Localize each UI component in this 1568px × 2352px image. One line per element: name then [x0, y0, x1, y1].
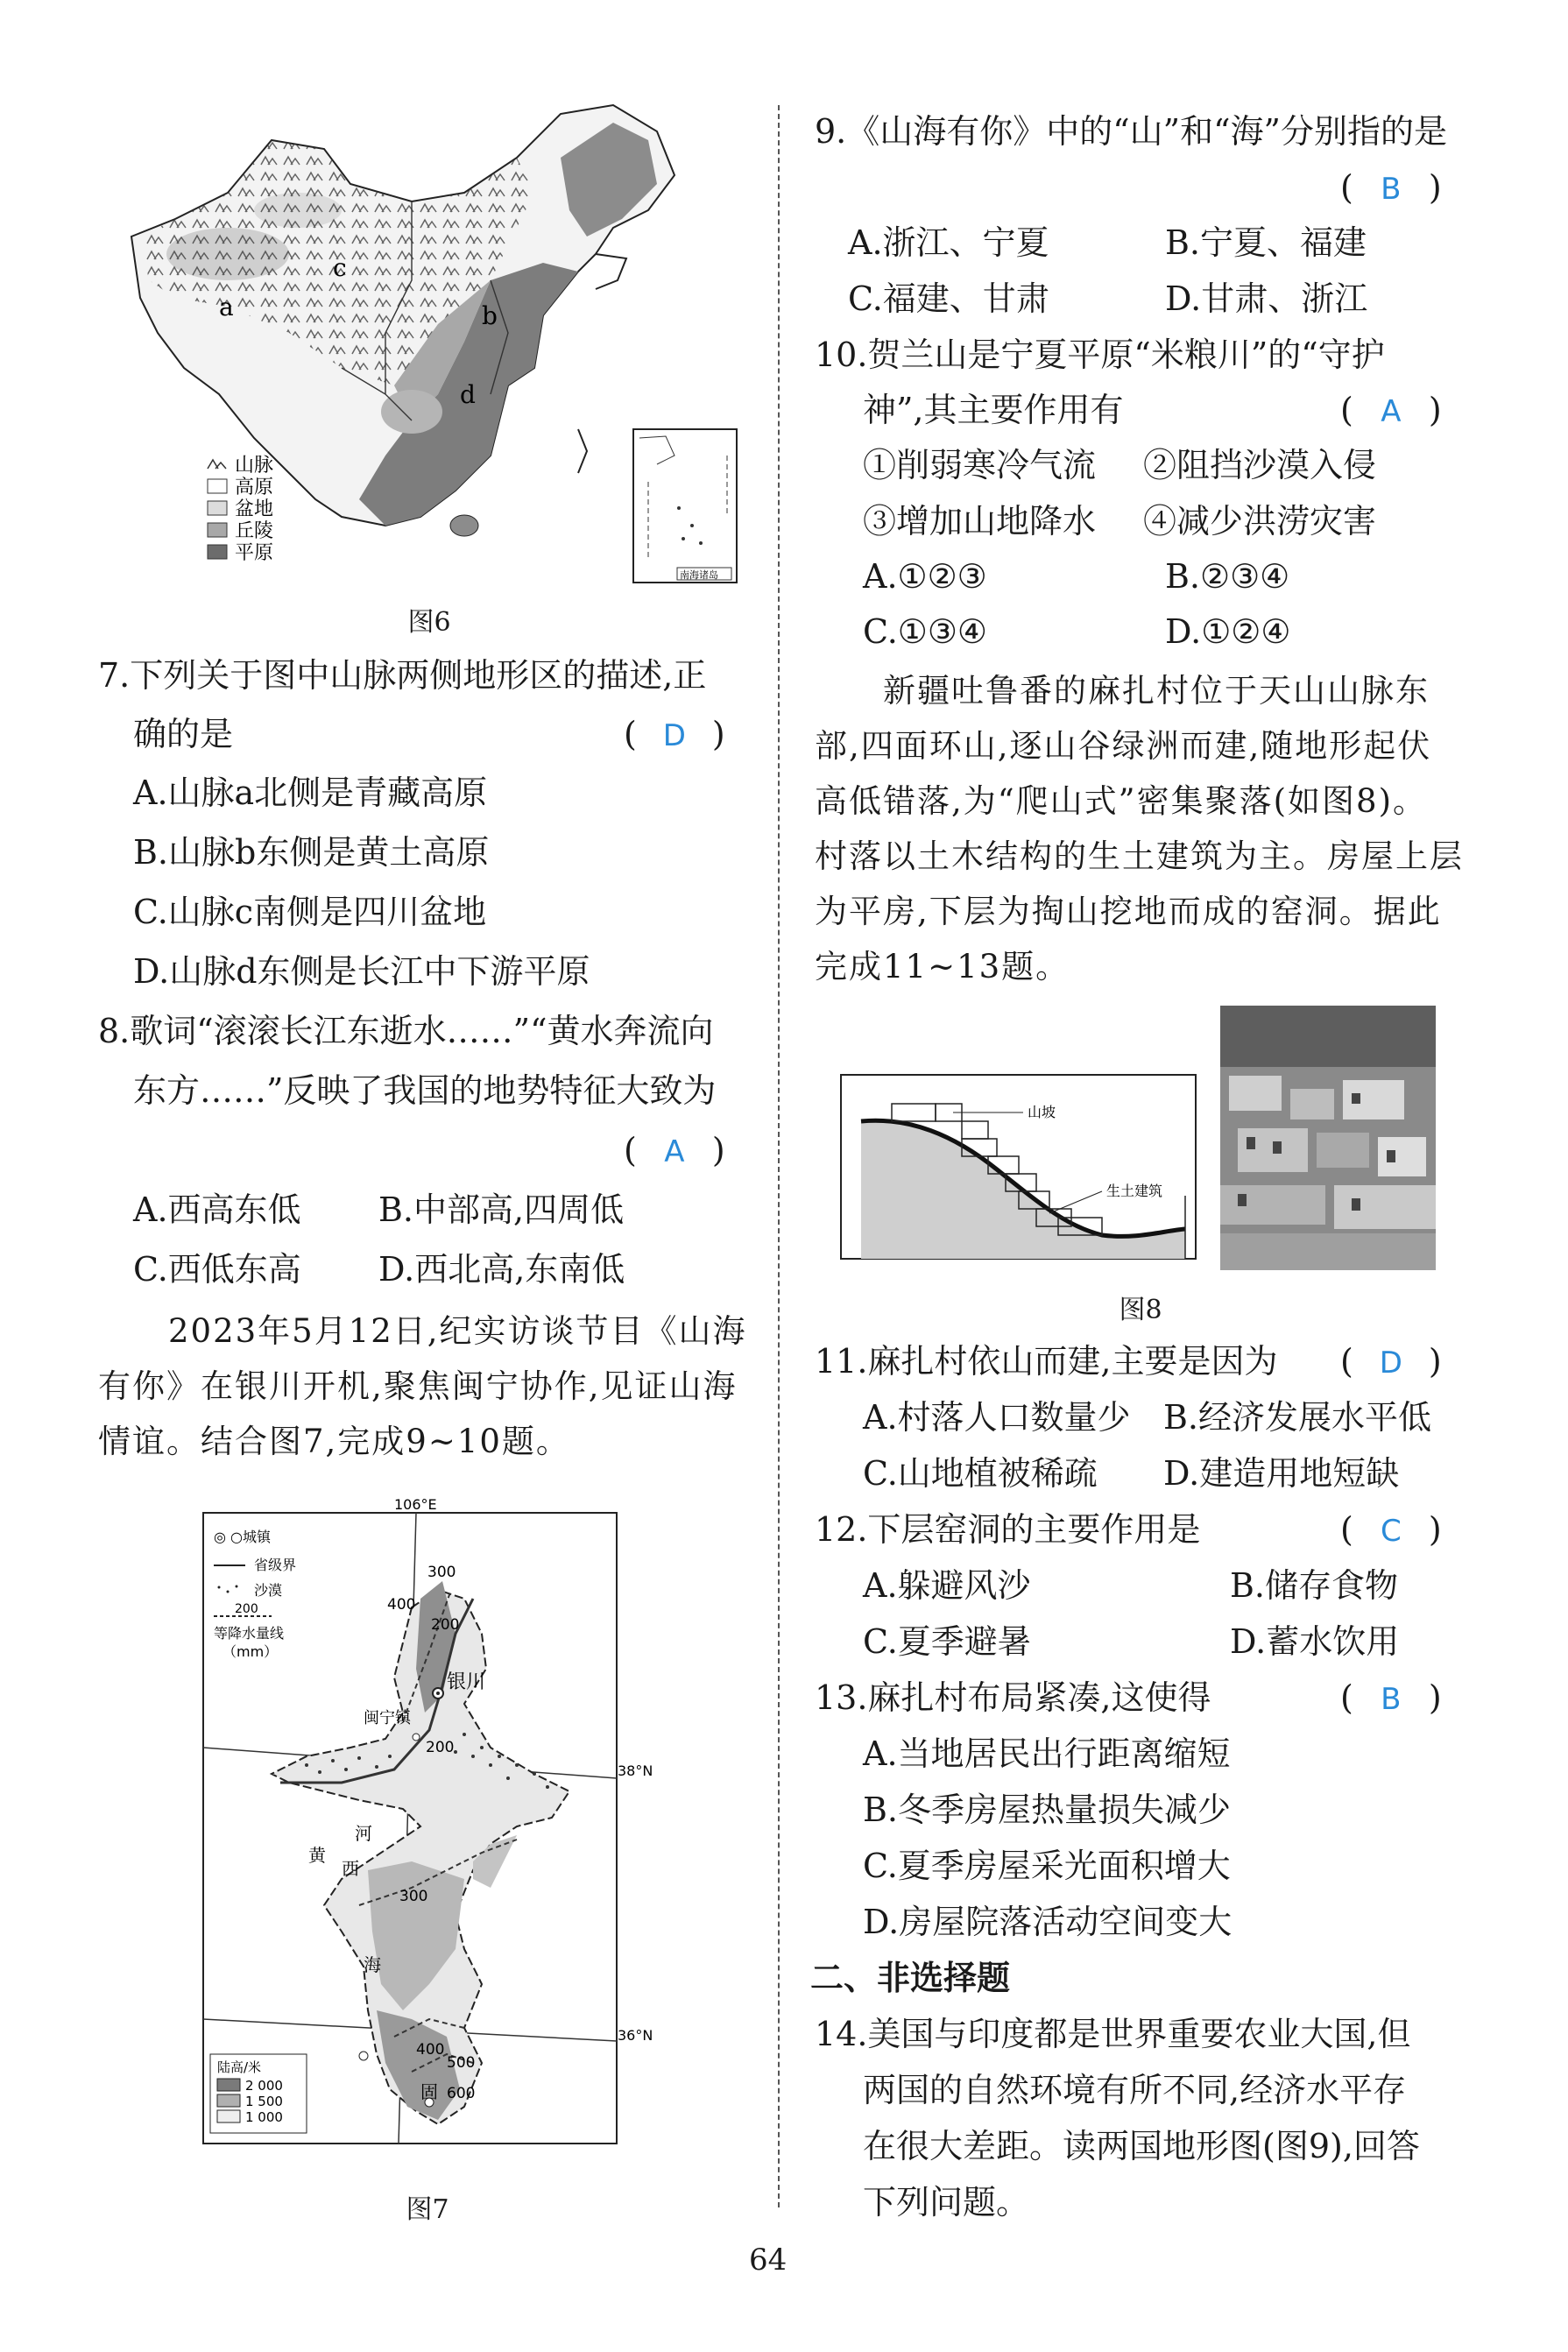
- q9-option-a: A.浙江、宁夏: [848, 223, 1049, 262]
- fig6-label-c: c: [333, 253, 347, 282]
- intro-11-13-line3: 高低错落,为“爬山式”密集聚落(如图8)。: [815, 782, 1428, 820]
- q8-stem-line1: 8.歌词“滚滚长江东逝水……”“黄水奔流向: [98, 1012, 714, 1050]
- q10-item-2: ②阻挡沙漠入侵: [1143, 446, 1377, 484]
- svg-text:海: 海: [364, 1954, 381, 1975]
- q7-option-c: C.山脉c南侧是四川盆地: [133, 893, 487, 931]
- svg-text:200: 200: [431, 1616, 460, 1634]
- q9-stem: 9.《山海有你》中的“山”和“海”分别指的是: [815, 112, 1447, 151]
- q12-stem: 12.下层窑洞的主要作用是: [815, 1510, 1201, 1549]
- q14-line4: 下列问题。: [863, 2183, 1030, 2221]
- q11-stem: 11.麻扎村依山而建,主要是因为: [815, 1342, 1278, 1381]
- fig7-caption: 图7: [406, 2194, 449, 2225]
- figure-8-cross-section-diagram: [839, 1073, 1200, 1266]
- svg-text:106°E: 106°E: [394, 1496, 437, 1513]
- q10-item-3: ③增加山地降水: [863, 502, 1097, 540]
- fig6-label-a: a: [219, 293, 234, 321]
- q13-option-b: B.冬季房屋热量损失减少: [863, 1790, 1232, 1829]
- svg-text:500: 500: [447, 2054, 476, 2072]
- q12-option-a: A.躲避风沙: [863, 1566, 1031, 1605]
- q10-answer: ( A ): [1340, 391, 1442, 429]
- q9-option-c: C.福建、甘肃: [848, 279, 1049, 318]
- q11-option-d: D.建造用地短缺: [1163, 1454, 1400, 1493]
- column-divider: [778, 105, 780, 2207]
- section-2-title: 二、非选择题: [810, 1958, 1011, 1997]
- q7-stem-line2: 确的是: [133, 715, 234, 753]
- q7-option-d: D.山脉d东侧是长江中下游平原: [133, 952, 590, 991]
- svg-text:平原: 平原: [235, 542, 274, 564]
- q13-option-a: A.当地居民出行距离缩短: [863, 1734, 1231, 1773]
- q10-item-1: ①削弱寒冷气流: [863, 446, 1097, 484]
- svg-text:1 000: 1 000: [245, 2109, 283, 2125]
- q11-answer: ( D ): [1340, 1342, 1442, 1381]
- q9-option-b: B.宁夏、福建: [1165, 223, 1367, 262]
- svg-text:38°N: 38°N: [618, 1762, 653, 1779]
- svg-text:丘陵: 丘陵: [235, 520, 274, 542]
- intro-11-13: [815, 663, 1507, 994]
- q12-answer: ( C ): [1340, 1510, 1442, 1549]
- q8-option-a: A.西高东低: [133, 1190, 301, 1229]
- intro-11-13-line5: 为平房,下层为掏山挖地而成的窑洞。据此: [815, 893, 1442, 930]
- q8-stem-line2: 东方……”反映了我国的地势特征大致为: [133, 1071, 717, 1110]
- q10-option-a: A.①②③: [863, 557, 987, 596]
- svg-text:沙漠: 沙漠: [254, 1582, 283, 1599]
- q10-option-d: D.①②④: [1165, 612, 1291, 651]
- svg-text:黄: 黄: [308, 1845, 326, 1866]
- q10-option-b: B.②③④: [1165, 557, 1290, 596]
- fig8-caption: 图8: [1119, 1295, 1162, 1325]
- q14-line3: 在很大差距。读两国地形图(图9),回答: [863, 2127, 1420, 2165]
- intro-11-13-line2: 部,四面环山,逐山谷绿洲而建,随地形起伏: [815, 727, 1432, 765]
- q12-option-d: D.蓄水饮用: [1230, 1622, 1400, 1661]
- svg-text:200: 200: [426, 1739, 455, 1756]
- svg-text:南海诸岛: 南海诸岛: [680, 569, 718, 581]
- q8-answer: ( A ): [624, 1131, 725, 1169]
- q8-option-d: D.西北高,东南低: [378, 1250, 625, 1289]
- intro-9-10-line2: 有你》在银川开机,聚焦闽宁协作,见证山海: [98, 1367, 738, 1405]
- svg-text:◎ ○城镇: ◎ ○城镇: [214, 1529, 272, 1545]
- q11-option-a: A.村落人口数量少: [863, 1398, 1131, 1437]
- intro-9-10: [98, 1303, 764, 1469]
- svg-text:山坡: 山坡: [1028, 1104, 1056, 1120]
- svg-text:陆高/米: 陆高/米: [217, 2059, 262, 2075]
- q10-stem-line1: 10.贺兰山是宁夏平原“米粮川”的“守护: [815, 335, 1385, 374]
- svg-text:2 000: 2 000: [245, 2078, 283, 2094]
- svg-text:生土建筑: 生土建筑: [1106, 1183, 1163, 1199]
- fig6-legend: [208, 455, 273, 564]
- q11-option-c: C.山地植被稀疏: [863, 1454, 1098, 1493]
- q10-stem-line2: 神”,其主要作用有: [863, 391, 1124, 429]
- fig6-inset-south-china-sea: [633, 429, 737, 583]
- q13-answer: ( B ): [1340, 1678, 1442, 1717]
- svg-text:西: 西: [342, 1858, 359, 1879]
- svg-text:银川: 银川: [447, 1671, 486, 1693]
- page-number: 64: [749, 2243, 788, 2278]
- fig6-label-b: b: [482, 301, 498, 330]
- q13-option-d: D.房屋院落活动空间变大: [863, 1903, 1233, 1941]
- q10-item-4: ④减少洪涝灾害: [1143, 502, 1377, 540]
- svg-text:山脉: 山脉: [235, 455, 274, 477]
- q7-stem-line1: 7.下列关于图中山脉两侧地形区的描述,正: [98, 656, 707, 695]
- figure-8-village-photo: [1220, 1006, 1436, 1270]
- q9-answer: ( B ): [1340, 168, 1442, 207]
- q12-option-c: C.夏季避暑: [863, 1622, 1031, 1661]
- intro-11-13-line1: 新疆吐鲁番的麻扎村位于天山山脉东: [883, 672, 1430, 710]
- svg-text:省级界: 省级界: [254, 1557, 297, 1573]
- intro-9-10-line3: 情谊。结合图7,完成9~10题。: [98, 1423, 570, 1460]
- svg-text:河: 河: [355, 1823, 372, 1844]
- svg-text:闽宁镇: 闽宁镇: [364, 1709, 411, 1727]
- q10-option-c: C.①③④: [863, 612, 987, 651]
- svg-text:盆地: 盆地: [235, 498, 274, 520]
- q7-answer: ( D ): [624, 715, 725, 753]
- fig7-elevation-legend: [210, 2054, 307, 2133]
- fig6-caption: 图6: [407, 607, 451, 638]
- svg-text:300: 300: [427, 1564, 456, 1581]
- fig6-label-d: d: [460, 380, 476, 409]
- svg-text:固: 固: [420, 2081, 438, 2102]
- q11-option-b: B.经济发展水平低: [1163, 1398, 1432, 1437]
- q14-line2: 两国的自然环境有所不同,经济水平存: [863, 2071, 1407, 2109]
- svg-text:400: 400: [416, 2041, 445, 2059]
- svg-text:36°N: 36°N: [618, 2027, 653, 2044]
- q13-option-c: C.夏季房屋采光面积增大: [863, 1847, 1231, 1885]
- q7-option-a: A.山脉a北侧是青藏高原: [133, 773, 488, 812]
- q12-option-b: B.储存食物: [1230, 1566, 1399, 1605]
- q7-option-b: B.山脉b东侧是黄土高原: [133, 833, 490, 872]
- figure-6-china-terrain-map: [123, 105, 753, 596]
- svg-text:（mm）: （mm）: [222, 1643, 279, 1660]
- svg-text:1 500: 1 500: [245, 2094, 283, 2109]
- intro-11-13-line6: 完成11~13题。: [815, 948, 1070, 985]
- svg-text:600: 600: [447, 2085, 476, 2102]
- svg-text:400: 400: [387, 1596, 416, 1614]
- svg-text:200: 200: [235, 1602, 258, 1616]
- intro-11-13-line4: 村落以土木结构的生土建筑为主。房屋上层: [815, 837, 1464, 875]
- q14-line1: 14.美国与印度都是世界重要农业大国,但: [815, 2015, 1411, 2053]
- q9-option-d: D.甘肃、浙江: [1165, 279, 1368, 318]
- q13-stem: 13.麻扎村布局紧凑,这使得: [815, 1678, 1211, 1717]
- svg-text:等降水量线: 等降水量线: [214, 1625, 285, 1642]
- figure-7-ningxia-map: [201, 1494, 653, 2159]
- svg-text:高原: 高原: [235, 477, 274, 498]
- q8-option-c: C.西低东高: [133, 1250, 301, 1289]
- q8-option-b: B.中部高,四周低: [378, 1190, 625, 1229]
- intro-9-10-line1: 2023年5月12日,纪实访谈节目《山海: [168, 1312, 747, 1350]
- svg-text:300: 300: [399, 1888, 428, 1905]
